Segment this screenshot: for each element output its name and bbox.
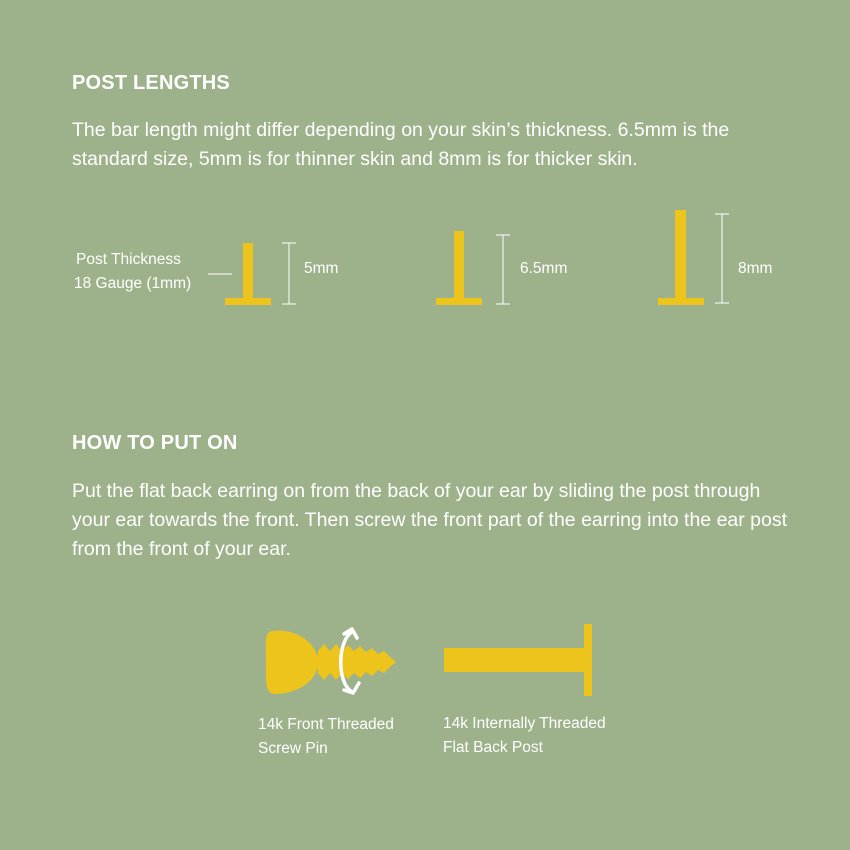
how-to-put-on-description: Put the flat back earring on from the back of your ear by sliding the post through your ear towards the front. Then screw the front part of the earring into the ear post from the front of your ear.	[72, 480, 788, 560]
screw-thread	[318, 644, 396, 680]
flat-back-post-label-line1: 14k Internally Threaded	[443, 715, 606, 732]
how-to-put-on-heading: HOW TO PUT ON	[72, 432, 238, 454]
flat-back-post-label-line2: Flat Back Post	[443, 739, 543, 756]
size-label-6-5mm: 6.5mm	[520, 260, 568, 277]
post-lengths-description: The bar length might differ depending on your skin’s thickness. 6.5mm is the standard size, 5mm is for thinner skin and 8mm is for thicker skin.	[72, 119, 730, 170]
screw-pin-label-line2: Screw Pin	[258, 740, 328, 757]
size-label-5mm: 5mm	[304, 260, 339, 277]
screw-head	[266, 631, 318, 694]
post-lengths-heading: POST LENGTHS	[72, 72, 230, 94]
flat-back-post-icon	[444, 624, 592, 696]
flat-back-post-bar	[444, 648, 586, 672]
screw-pin-icon	[266, 629, 396, 694]
size-label-8mm: 8mm	[738, 260, 773, 277]
post-gauge-label: 18 Gauge (1mm)	[74, 275, 192, 292]
screw-pin-label-line1: 14k Front Threaded	[258, 716, 394, 733]
post-thickness-label: Post Thickness	[76, 251, 181, 268]
flat-back-post-base	[584, 624, 592, 696]
